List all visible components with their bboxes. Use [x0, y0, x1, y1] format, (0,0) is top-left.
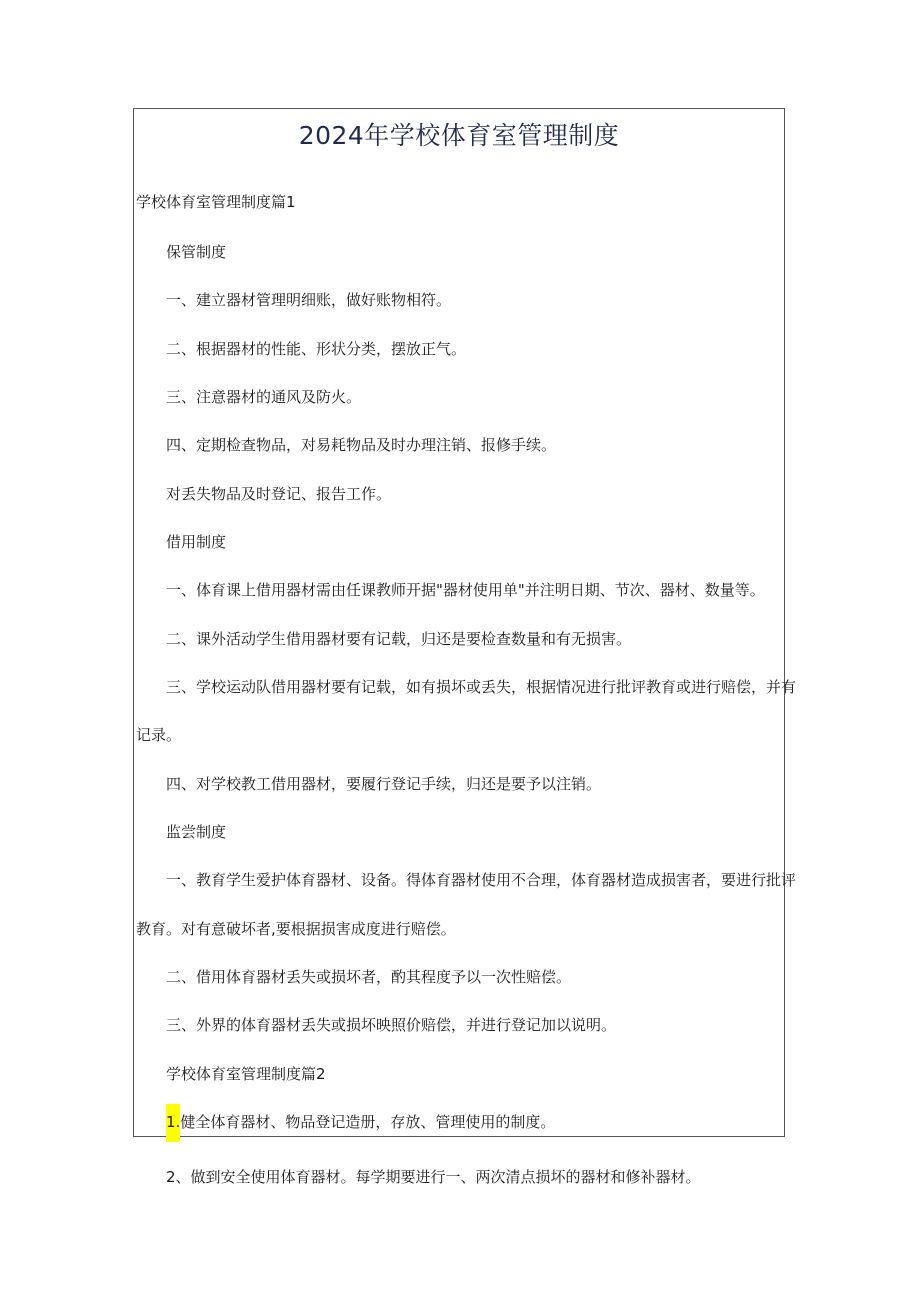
- compensation-item-1-line-2: 教育。对有意破坏者,要根据损害成度进行赔偿。: [136, 920, 456, 938]
- section2-item-1-text: 健全体育器材、物品登记造册，存放、管理使用的制度。: [180, 1113, 556, 1131]
- section1-heading: 学校体育室管理制度篇1: [136, 193, 296, 211]
- compensation-heading: 监尝制度: [166, 823, 227, 841]
- custody-item-5: 对丢失物品及时登记、报告工作。: [166, 485, 392, 503]
- borrowing-heading: 借用制度: [166, 533, 227, 551]
- borrowing-item-3-line-1: 三、学校运动队借用器材要有记载，如有损坏或丢失，根据情况进行批评教育或进行赔偿，并有: [166, 678, 797, 696]
- highlighted-number: 1.: [166, 1104, 180, 1142]
- custody-item-2: 二、根据器材的性能、形状分类，摆放正气。: [166, 340, 467, 358]
- custody-item-4: 四、定期检查物品，对易耗物品及时办理注销、报修手续。: [166, 436, 557, 454]
- compensation-item-1-line-1: 一、教育学生爱护体育器材、设备。得体育器材使用不合理，体育器材造成损害者，要进行批评: [166, 871, 797, 889]
- section2-item-1: [166, 1112, 555, 1132]
- custody-heading: 保管制度: [166, 243, 227, 261]
- borrowing-item-1: 一、体育课上借用器材需由任课教师开据"器材使用单"并注明日期、节次、器材、数量等。: [166, 581, 765, 599]
- section2-heading: 学校体育室管理制度篇2: [166, 1065, 326, 1083]
- document-title: 2024年学校体育室管理制度: [298, 121, 620, 150]
- borrowing-item-3-line-2: 记录。: [136, 726, 182, 744]
- compensation-item-2: 二、借用体育器材丢失或损坏者，酌其程度予以一次性赔偿。: [166, 968, 572, 986]
- custody-item-1: 一、建立器材管理明细账，做好账物相符。: [166, 291, 452, 309]
- borrowing-item-2: 二、课外活动学生借用器材要有记载，归还是要检查数量和有无损害。: [166, 630, 632, 648]
- custody-item-3: 三、注意器材的通风及防火。: [166, 388, 362, 406]
- borrowing-item-4: 四、对学校教工借用器材，要履行登记手续，归还是要予以注销。: [166, 775, 602, 793]
- section2-item-2: 2、做到安全使用体育器材。每学期要进行一、两次清点损坏的器材和修补器材。: [166, 1168, 701, 1186]
- compensation-item-3: 三、外界的体育器材丢失或损坏映照价赔偿，并进行登记加以说明。: [166, 1016, 617, 1034]
